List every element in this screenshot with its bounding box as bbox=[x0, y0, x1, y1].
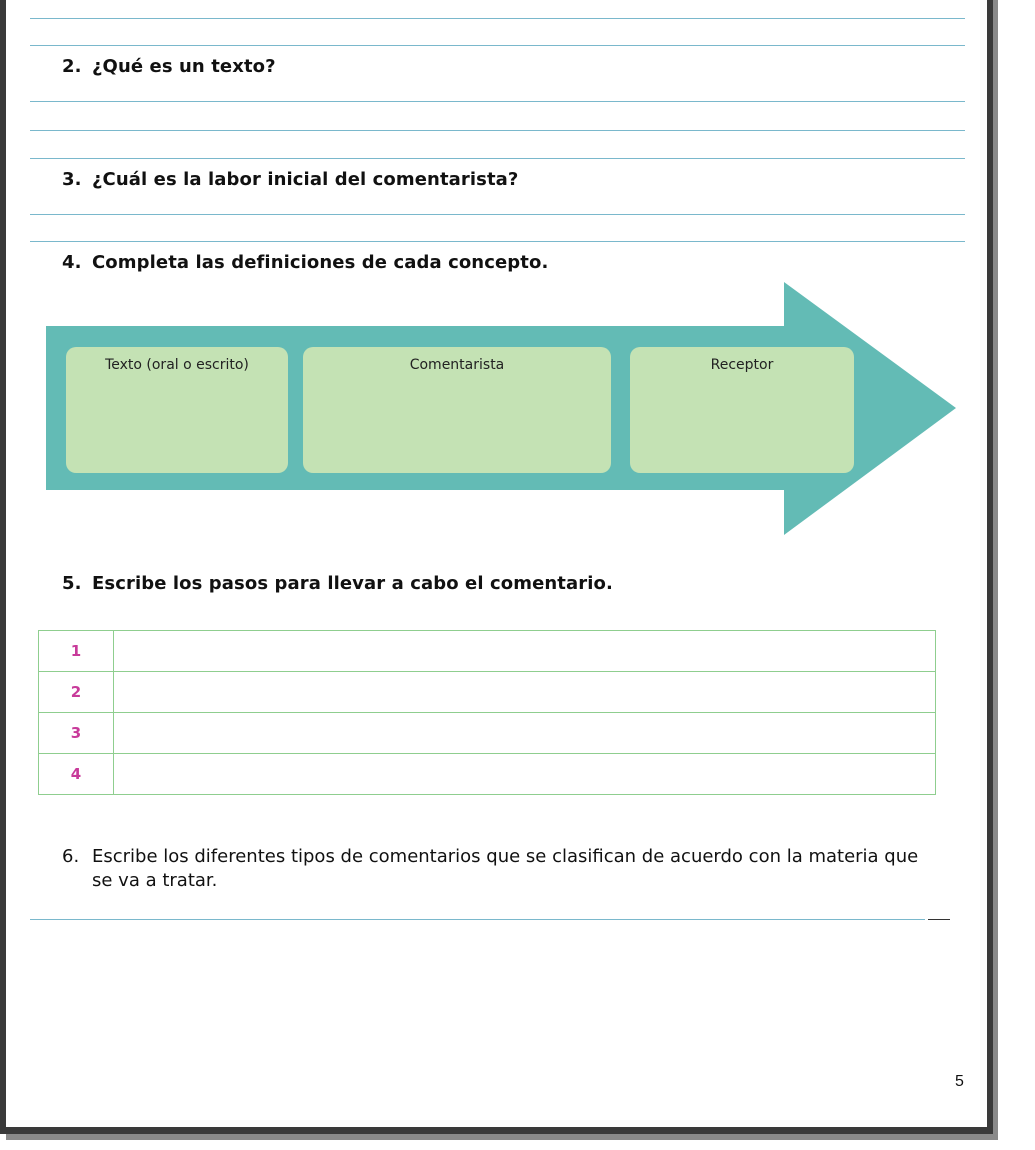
step-number: 3 bbox=[39, 713, 114, 754]
concept-label: Texto (oral o escrito) bbox=[105, 357, 249, 373]
concept-label: Receptor bbox=[710, 357, 774, 373]
question-text: Escribe los diferentes tipos de comentarios que se clasifican de acuerdo con la materia que se va a tratar. bbox=[92, 846, 919, 891]
page-border-bottom bbox=[0, 1127, 993, 1134]
steps-table bbox=[38, 630, 936, 795]
question-text: ¿Qué es un texto? bbox=[92, 56, 276, 77]
question-text: Escribe los pasos para llevar a cabo el comentario. bbox=[92, 573, 613, 594]
concept-box-receptor[interactable] bbox=[630, 347, 854, 473]
question-5 bbox=[62, 573, 613, 594]
question-number: 3. bbox=[62, 169, 82, 190]
concept-label: Comentarista bbox=[409, 357, 505, 373]
step-number: 1 bbox=[39, 631, 114, 672]
question-number: 5. bbox=[62, 573, 82, 594]
answer-line[interactable] bbox=[30, 919, 925, 920]
page-border-bottom-shadow bbox=[6, 1134, 998, 1140]
step-answer-cell[interactable] bbox=[114, 754, 936, 795]
concept-box-comentarista[interactable] bbox=[303, 347, 611, 473]
answer-line-end bbox=[928, 919, 950, 920]
table-row bbox=[39, 713, 936, 754]
step-number: 2 bbox=[39, 672, 114, 713]
step-answer-cell[interactable] bbox=[114, 713, 936, 754]
question-number: 2. bbox=[62, 56, 82, 77]
table-row bbox=[39, 754, 936, 795]
table-row bbox=[39, 631, 936, 672]
step-answer-cell[interactable] bbox=[114, 631, 936, 672]
table-row bbox=[39, 672, 936, 713]
question-6 bbox=[62, 845, 922, 893]
step-answer-cell[interactable] bbox=[114, 672, 936, 713]
question-number: 6. bbox=[62, 846, 80, 867]
page-number: 5 bbox=[955, 1073, 964, 1090]
concept-arrow bbox=[0, 0, 1035, 560]
question-number: 4. bbox=[62, 252, 82, 273]
question-text: ¿Cuál es la labor inicial del comentarista? bbox=[92, 169, 519, 190]
question-text: Completa las definiciones de cada concepto. bbox=[92, 252, 549, 273]
concept-box-texto[interactable] bbox=[66, 347, 288, 473]
step-number: 4 bbox=[39, 754, 114, 795]
